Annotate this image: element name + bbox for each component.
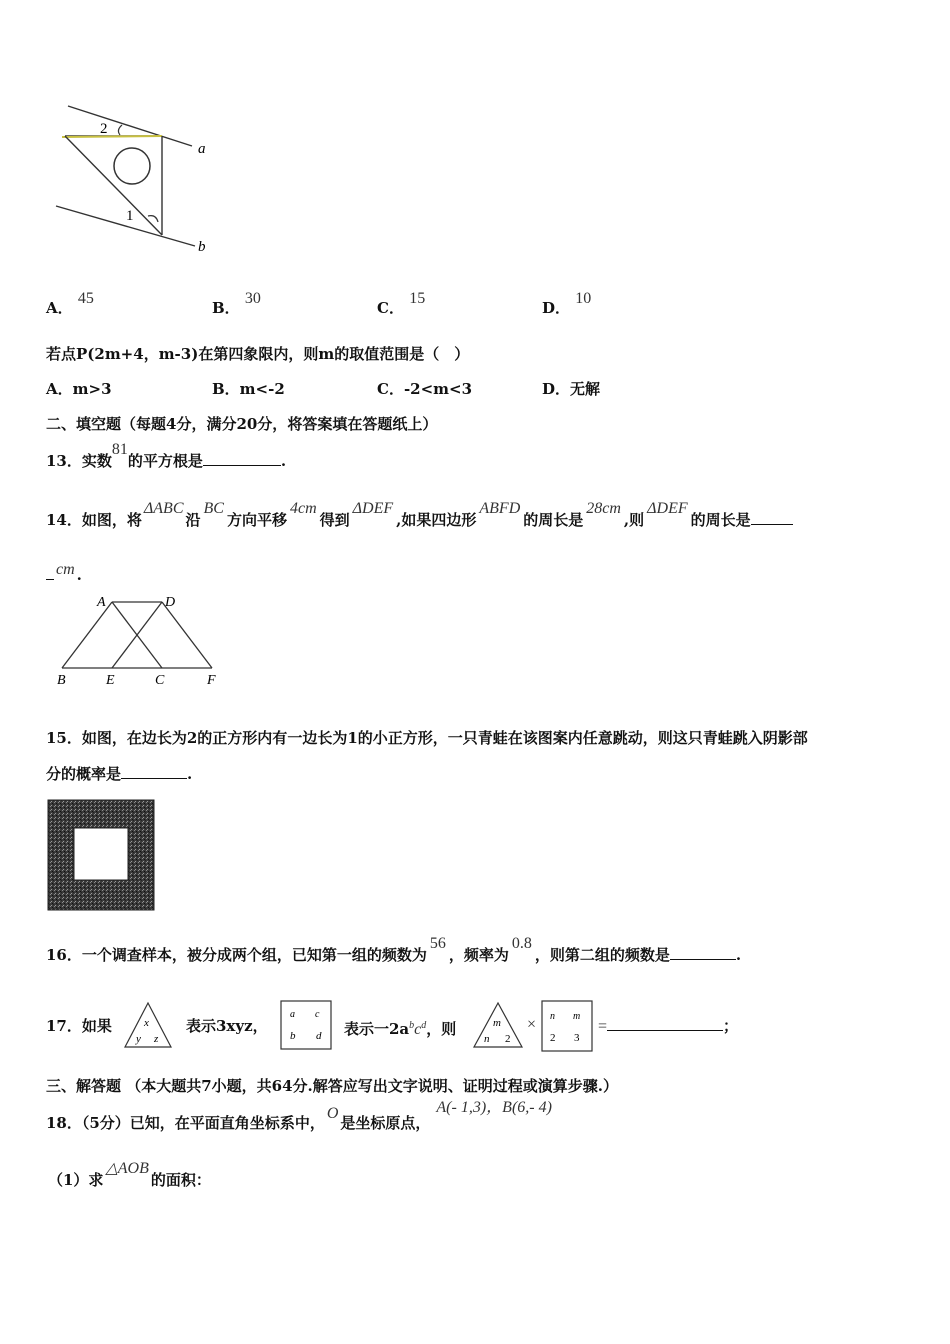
q13-end: . [280, 452, 287, 470]
q14-text: 的周长是 [690, 511, 751, 529]
q16-end: . [735, 946, 742, 964]
q14-math: ΔDEF [352, 500, 394, 517]
triangle-symbol-1 [122, 1000, 174, 1050]
fig14-label-F: F [207, 673, 216, 688]
q16-text: 16．一个调查样本，被分成两个组，已知第一组的频数为 [46, 946, 427, 964]
q15-line-1: 15．如图，在边长为2的正方形内有一边长为1的小正方形，一只青蛙在该图案内任意跳动，则这只青蛙跳入阴影部 [46, 729, 808, 747]
section-2-heading: 二、填空题（每题4分，满分20分，将答案填在答题纸上） [46, 415, 438, 433]
q12-option-c: C．-2<m<3 [377, 380, 473, 398]
box-symbol-2 [540, 999, 594, 1053]
q11-option-d [542, 290, 592, 319]
figure-shaded-square [46, 798, 156, 914]
q14-math: ΔDEF [647, 500, 688, 517]
q14-math: 4cm [289, 500, 317, 517]
q15-end: . [187, 765, 193, 783]
answer-blank[interactable] [751, 510, 793, 525]
q14-text: ,如果四边形 [396, 511, 477, 529]
answer-blank[interactable] [46, 565, 54, 580]
fig14-label-E: E [106, 673, 115, 688]
q14-text: 的周长是 [523, 511, 584, 529]
q12-option-b: B．m<-2 [212, 380, 285, 398]
box-symbol-1 [279, 999, 333, 1051]
fig11-label-2: 2 [100, 121, 108, 137]
q18-text: 18．（5分）已知，在平面直角坐标系中， [46, 1114, 325, 1132]
q16 [46, 935, 742, 966]
q15-text: 分的概率是 [46, 765, 122, 783]
q17-expr-text: 表示一2a [344, 1020, 410, 1038]
tri2-bl: n [484, 1033, 490, 1045]
q18-text: 是坐标原点， [340, 1114, 431, 1132]
q18-part1-prefix: （1）求 [48, 1171, 104, 1189]
q11-option-c [377, 290, 426, 319]
tri1-bl: y [136, 1033, 141, 1045]
q17-sup-b: b [409, 1020, 415, 1031]
q14-math: 28cm [586, 500, 621, 517]
q14-text: 方向平移 [226, 511, 287, 529]
box1-tr: c [315, 1009, 320, 1020]
box2-tl: n [550, 1011, 555, 1022]
q17-then: ，则 [426, 1020, 457, 1038]
q14-line-2 [46, 561, 82, 586]
q13-number: 81 [111, 441, 128, 458]
box2-bl: 2 [550, 1032, 556, 1044]
answer-blank[interactable] [670, 945, 736, 960]
fig14-label-A: A [97, 595, 106, 610]
q14-math: ΔABC [143, 500, 184, 517]
q12-stem: 若点P(2m+4，m-3)在第四象限内，则m的取值范围是（ ） [46, 345, 470, 363]
option-letter: A． [46, 299, 73, 317]
q18-math-O: O [326, 1105, 339, 1122]
q18-part-1 [48, 1160, 211, 1191]
option-value: 30 [244, 290, 261, 307]
tri2-top: m [493, 1017, 501, 1029]
section-3-heading: 三、解答题 （本大题共7小题，共64分.解答应写出文字说明、证明过程或演算步骤.） [46, 1077, 618, 1095]
q17-end: ； [723, 1017, 739, 1035]
answer-blank[interactable] [203, 451, 281, 466]
tri2-br: 2 [505, 1033, 511, 1045]
q14-math: BC [203, 500, 224, 517]
times-sign: × [527, 1016, 537, 1033]
q17-sup-d: d [421, 1020, 427, 1031]
q18-part1-suffix: 的面积： [150, 1171, 211, 1189]
q16-math: 56 [429, 935, 446, 952]
triangle-symbol-2 [471, 1000, 525, 1050]
q14-line-1 [46, 500, 906, 531]
fig11-label-a: a [198, 141, 206, 157]
answer-blank[interactable] [607, 1016, 723, 1031]
q16-text: ，则第二组的频数是 [534, 946, 670, 964]
fig14-label-B: B [57, 673, 66, 688]
q14-end: . [76, 566, 82, 584]
q14-text: ,则 [623, 511, 645, 529]
option-letter: D． [542, 299, 571, 317]
box1-br: d [316, 1030, 322, 1042]
fig11-label-b: b [198, 239, 206, 255]
q16-math: 0.8 [511, 935, 532, 952]
fig14-label-C: C [155, 673, 165, 688]
tri1-top: x [144, 1017, 149, 1029]
option-letter: C． [377, 299, 404, 317]
q11-option-a [46, 290, 94, 319]
figure-parallel-lines-triangle [50, 98, 220, 258]
q14-unit: cm [56, 561, 75, 578]
q14-text: 14．如图，将 [46, 511, 142, 529]
q12-option-a: A．m>3 [46, 380, 112, 398]
figure-translated-triangles [52, 590, 232, 690]
q17-expr [344, 1016, 456, 1040]
q17-prefix: 17．如果 [46, 1017, 112, 1035]
q18-stem [46, 1099, 552, 1134]
q14-math: ABFD [479, 500, 521, 517]
q15-line-2 [46, 764, 192, 784]
q18-part1-math: △AOB [105, 1160, 149, 1177]
fig11-label-1: 1 [126, 208, 134, 224]
q17-text: 表示3xyz， [186, 1017, 268, 1035]
equals-sign: = [598, 1018, 608, 1035]
answer-blank[interactable] [121, 764, 187, 779]
option-value: 45 [77, 290, 94, 307]
q18-math-points: A(- 1,3)，B(6,- 4) [436, 1099, 552, 1116]
option-value: 10 [575, 290, 592, 307]
option-letter: B． [212, 299, 240, 317]
box2-tr: m [573, 1011, 581, 1022]
tri1-br: z [154, 1033, 159, 1045]
q13-suffix: 的平方根是 [127, 452, 203, 470]
box2-br: 3 [574, 1032, 580, 1044]
q13 [46, 441, 287, 472]
q14-text: 沿 [185, 511, 201, 529]
box1-bl: b [290, 1030, 296, 1042]
q17-answer [598, 1016, 738, 1037]
q11-option-b [212, 290, 261, 319]
q17-c: c [414, 1021, 422, 1038]
fig14-label-D: D [165, 595, 176, 610]
q14-text: 得到 [319, 511, 350, 529]
box1-tl: a [290, 1009, 295, 1020]
option-value: 15 [409, 290, 426, 307]
q16-text: ，频率为 [448, 946, 509, 964]
q12-option-d: D．无解 [542, 380, 601, 398]
q13-prefix: 13．实数 [46, 452, 112, 470]
